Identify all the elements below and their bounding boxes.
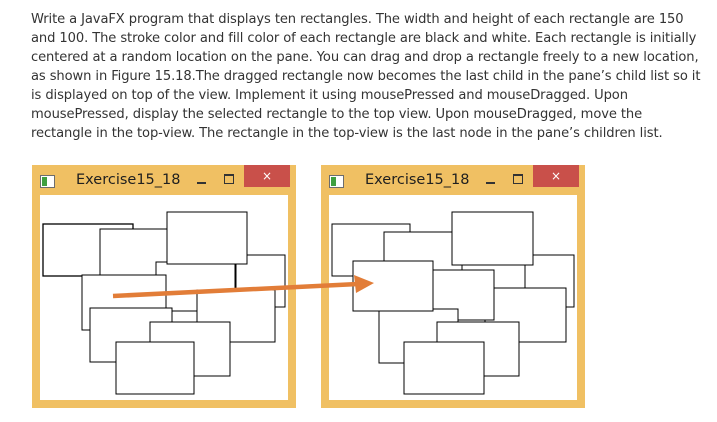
maximize-button[interactable] [506,168,530,190]
minimize-button[interactable] [479,168,503,190]
rectangle-pane[interactable] [40,195,288,400]
close-button[interactable]: × [533,165,579,187]
title-bar[interactable] [321,165,585,195]
problem-statement: Write a JavaFX program that displays ten rectangles. The width and height of each rectangle are 150 and 100. The stroke color and fill color of each rectangle are black and white. Each rectangle is initially centered at a random location on the pane. You can drag and drop a rectangle freely to a new location, as shown in Figure 15.18.The dragged rectangle now becomes the last child in the pane’s child list so it is displayed on top of the view. Implement it using mousePressed and mouseDragged. Upon mousePressed, display the selected rectangle to the top view. Upon mouseDragged, move the rectangle in the top-view. The rectangle in the top-view is the last node in the pane’s children list. [31,12,701,141]
close-button[interactable]: × [244,165,290,187]
minimize-button[interactable] [190,168,214,190]
window-after [321,165,585,408]
rectangle[interactable] [404,342,484,394]
window-before [32,165,296,408]
title-bar[interactable] [32,165,296,195]
maximize-button[interactable] [217,168,241,190]
window-title: Exercise15_18 [365,172,470,188]
app-icon [329,175,344,188]
rectangle[interactable] [167,212,247,264]
rectangle[interactable] [116,342,194,394]
dragged-rectangle[interactable] [353,261,433,311]
app-icon [40,175,55,188]
rectangle[interactable] [452,212,533,265]
window-title: Exercise15_18 [76,172,181,188]
rectangle-pane[interactable] [329,195,577,400]
